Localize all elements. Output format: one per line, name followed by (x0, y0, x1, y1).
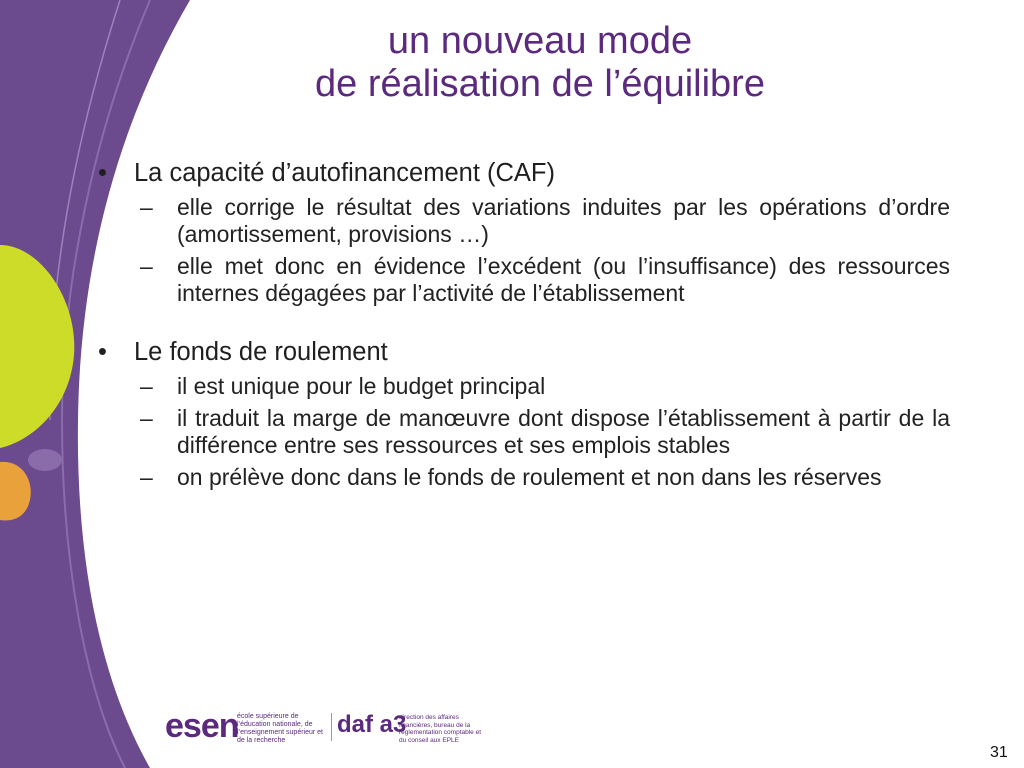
esen-caption: école supérieure de l’éducation nationale, de l’enseignement supérieur et de la recherche (237, 713, 323, 744)
logo-divider (331, 713, 332, 741)
dash-symbol: – (140, 253, 153, 279)
bullet-item-caf (95, 158, 950, 188)
bullet-item-fonds-de-roulement (95, 337, 950, 367)
bullet-text: Le fonds de roulement (134, 338, 388, 366)
page-number: 31 (990, 744, 1008, 761)
slide-title (230, 20, 850, 106)
sub-item (140, 405, 950, 459)
dash-symbol: – (140, 373, 153, 399)
title-line-2: de réalisation de l’équilibre (315, 63, 765, 105)
title-line-1: un nouveau mode (387, 20, 693, 62)
esen-logo: esen (165, 707, 239, 745)
sub-item (140, 194, 950, 248)
sub-item (140, 373, 950, 400)
sub-item (140, 464, 950, 491)
sub-item-text: il est unique pour le budget principal (177, 373, 546, 399)
dash-symbol: – (140, 405, 153, 431)
dash-symbol: – (140, 464, 153, 490)
bullet-symbol: • (98, 338, 107, 366)
sub-item-text: il traduit la marge de manœuvre dont dispose l’établissement à partir de la différence entre ses ressources et ses emplois stables (177, 405, 950, 458)
daf-a3-logo: daf a3 (337, 711, 407, 738)
sub-item-text: on prélève donc dans le fonds de roulement et non dans les réserves (177, 464, 882, 490)
bullet-text: La capacité d’autofinancement (CAF) (134, 159, 555, 187)
bullet-symbol: • (98, 159, 107, 187)
footer-logos (165, 697, 495, 747)
dash-symbol: – (140, 194, 153, 220)
sub-item-text: elle met donc en évidence l’excédent (ou l’insuffisance) des ressources internes dégagées par l’activité de l’établissement (177, 253, 950, 306)
sub-item (140, 253, 950, 307)
sub-item-text: elle corrige le résultat des variations induites par les opérations d’ordre (amortissement, provisions …) (177, 194, 950, 247)
daf-a3-caption: direction des affaires financières, bureau de la réglementation comptable et du conseil aux EPLE (399, 714, 482, 744)
slide-content (95, 158, 950, 491)
